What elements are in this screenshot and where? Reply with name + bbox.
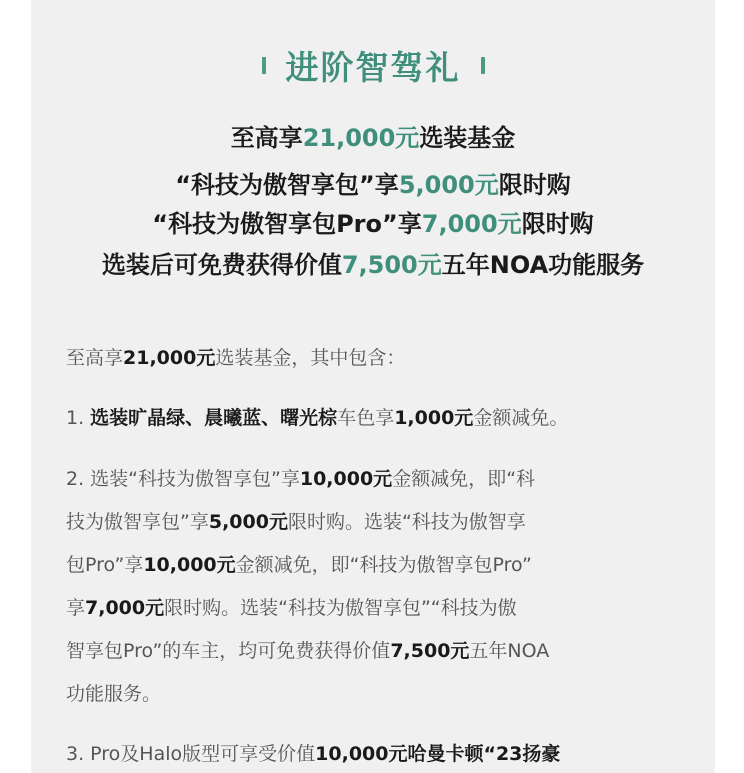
text: 限时购。选装“科技为傲智享 bbox=[287, 511, 526, 533]
text: 限时购。选装“科技为傲智享包”“科技为傲 bbox=[164, 597, 517, 619]
text: 车色享 bbox=[337, 407, 395, 429]
headline-text: 限时购 bbox=[521, 210, 594, 238]
headline-text: “科技为傲智享包Pro”享 bbox=[152, 210, 422, 238]
title-bar-right-icon bbox=[481, 57, 485, 74]
text: 金额减免，即“科 bbox=[392, 468, 536, 490]
amount: 10,000元 bbox=[299, 468, 393, 490]
headline-text: 至高享 bbox=[230, 124, 303, 152]
headline-amount: 7,500元 bbox=[341, 251, 442, 279]
headline-text: 五年NOA功能服务 bbox=[441, 251, 645, 279]
headline-line-4 bbox=[31, 245, 715, 280]
item-2-line-3 bbox=[66, 544, 696, 587]
text: 享 bbox=[66, 597, 86, 619]
text: 金额减免，即“科技为傲智享包Pro” bbox=[235, 554, 532, 576]
amount: 7,500元 bbox=[390, 640, 470, 662]
headline-text: 限时购 bbox=[498, 171, 571, 199]
section-title bbox=[31, 38, 715, 92]
text: 至高享 bbox=[66, 347, 124, 369]
text: 功能服务。 bbox=[66, 683, 162, 705]
item-3 bbox=[66, 733, 696, 773]
amount: 5,000元 bbox=[208, 511, 288, 533]
headline-amount: 5,000元 bbox=[398, 171, 499, 199]
headline-line-2 bbox=[31, 165, 715, 200]
text: 五年NOA bbox=[469, 640, 550, 662]
headline-text: 选装基金 bbox=[419, 124, 516, 152]
content-panel bbox=[31, 0, 715, 773]
item-2-line-2 bbox=[66, 501, 696, 544]
headline-line-1 bbox=[31, 118, 715, 153]
headline-amount: 7,000元 bbox=[421, 210, 522, 238]
item-2-line-5 bbox=[66, 630, 696, 673]
item-1 bbox=[66, 397, 696, 440]
title-bar-left-icon bbox=[262, 57, 266, 74]
title-text: 进阶智驾礼 bbox=[285, 47, 461, 87]
item-2-line-4 bbox=[66, 587, 696, 630]
emphasis: 选装旷晶绿、晨曦蓝、曙光棕 bbox=[90, 407, 338, 429]
text: 1. bbox=[66, 407, 91, 429]
amount: 7,000元 bbox=[85, 597, 165, 619]
headline-line-3 bbox=[31, 204, 715, 239]
text: 包Pro”享 bbox=[66, 554, 144, 576]
headline-text: “科技为傲智享包”享 bbox=[175, 171, 399, 199]
item-2 bbox=[66, 458, 696, 716]
amount: 21,000元 bbox=[123, 347, 216, 369]
text: 技为傲智享包”享 bbox=[66, 511, 209, 533]
amount: 10,000元 bbox=[143, 554, 236, 576]
item-2-line-6 bbox=[66, 673, 696, 716]
text: 3. Pro及Halo版型可享受价值 bbox=[66, 743, 316, 765]
intro-paragraph bbox=[66, 337, 696, 380]
text: 选装基金，其中包含： bbox=[215, 347, 406, 369]
headline-text: 选装后可免费获得价值 bbox=[101, 251, 342, 279]
headline-amount: 21,000元 bbox=[302, 124, 420, 152]
amount: 10,000元哈曼卡顿“23扬豪 bbox=[315, 743, 561, 765]
text: 智享包Pro”的车主，均可免费获得价值 bbox=[66, 640, 391, 662]
item-2-line-1 bbox=[66, 458, 696, 501]
amount: 1,000元 bbox=[394, 407, 474, 429]
text: 金额减免。 bbox=[473, 407, 569, 429]
text: 2. 选装“科技为傲智享包”享 bbox=[66, 468, 300, 490]
